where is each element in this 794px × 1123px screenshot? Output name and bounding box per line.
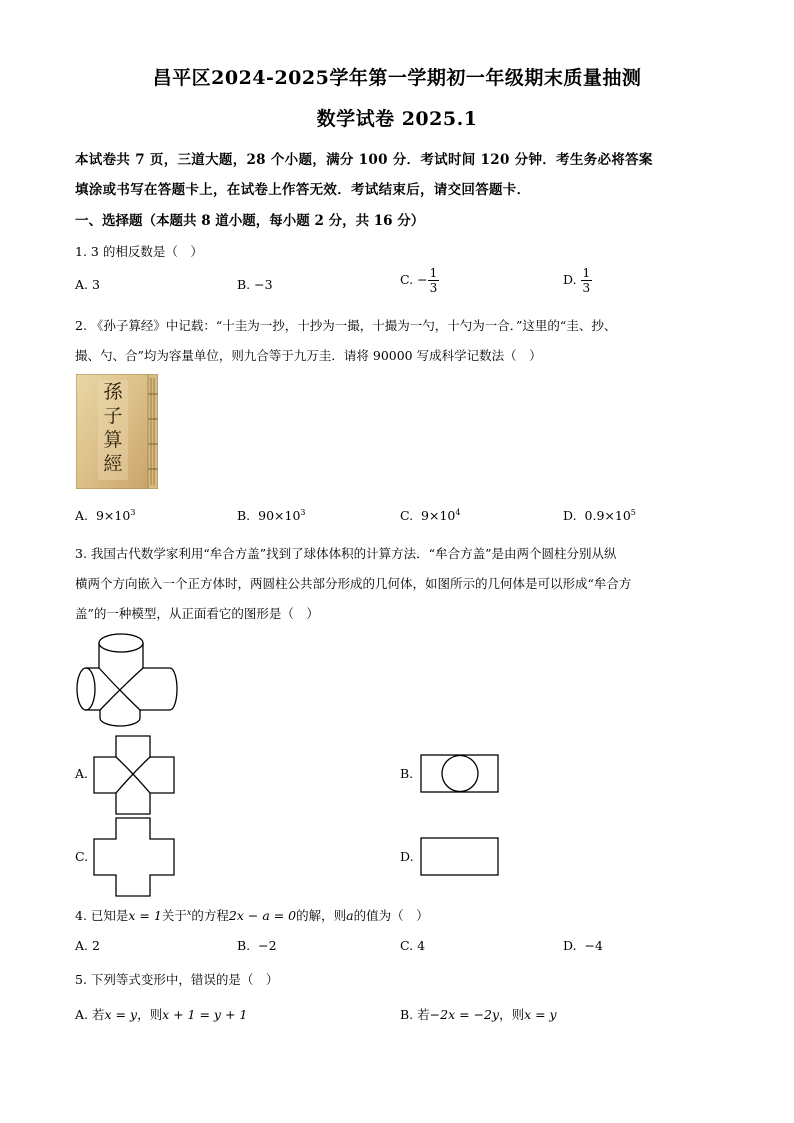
- question-2-line-1: 2. 《孙子算经》中记载：“十圭为一抄，十抄为一撮，十撮为一勺，十勺为一合．”这里的“圭、抄、: [75, 318, 617, 333]
- option-text: 若: [92, 1007, 105, 1022]
- question-2-line-2: 撮、勺、合”均为容量单位，则九合等于九万圭．请将 90000 写成科学记数法（ ）: [75, 348, 542, 363]
- question-5-stem: 5. 下列等式变形中，错误的是（ ）: [75, 972, 279, 987]
- q5-option-a: [75, 1005, 247, 1023]
- equation: x = 1: [128, 908, 162, 923]
- q3-option-a-shape: [92, 735, 176, 815]
- option-label: A.: [75, 508, 89, 524]
- option-base: 90×10: [258, 508, 301, 524]
- option-exponent: 5: [630, 508, 636, 517]
- intersecting-cylinders-figure: [74, 630, 180, 730]
- option-label: D.: [563, 272, 577, 287]
- equation: −2x = −2y: [429, 1007, 500, 1022]
- equation: x = y: [104, 1007, 138, 1022]
- option-text: 若: [417, 1007, 430, 1022]
- numerator: 1: [582, 266, 591, 280]
- equation: 2x − a = 0: [228, 908, 297, 923]
- variable: a: [346, 908, 354, 923]
- option-label: B.: [237, 508, 251, 524]
- q3-option-a-label: A.: [75, 766, 89, 781]
- option-label: B.: [237, 938, 251, 953]
- option-text: ，则: [137, 1007, 163, 1022]
- denominator: 3: [582, 281, 591, 295]
- intro-line-1: 本试卷共 7 页，三道大题，28 个小题，满分 100 分．考试时间 120 分钟．考生务必将答案: [75, 152, 653, 168]
- option-label: B.: [400, 1007, 414, 1022]
- q2-option-c: [400, 508, 460, 523]
- q2-option-d: [563, 508, 636, 523]
- fraction: [581, 267, 593, 294]
- q3-option-c-label: C.: [75, 849, 89, 864]
- question-3-line-1: 3. 我国古代数学家利用“牟合方盖”找到了球体体积的计算方法．“牟合方盖”是由两个圆柱分别从纵: [75, 546, 617, 561]
- option-exponent: 4: [455, 508, 461, 517]
- minus-sign: −: [417, 272, 428, 287]
- question-4-stem: [75, 906, 429, 924]
- option-base: 9×10: [421, 508, 456, 524]
- stem-text: 4. 已知是: [75, 908, 129, 923]
- exam-subtitle: 数学试卷 2025.1: [316, 108, 478, 130]
- option-label: B.: [237, 277, 251, 292]
- option-label: A.: [75, 1007, 89, 1022]
- option-value: 4: [417, 938, 426, 953]
- stem-text: 的值为（ ）: [353, 908, 429, 923]
- option-label: D.: [563, 508, 577, 524]
- q5-option-b: [400, 1005, 557, 1023]
- fraction: [428, 267, 440, 294]
- numerator: 1: [429, 266, 438, 280]
- option-value: −2: [258, 938, 277, 953]
- option-label: D.: [563, 938, 577, 953]
- exam-title: 昌平区2024-2025学年第一学期初一年级期末质量抽测: [152, 67, 642, 89]
- variable: x: [186, 907, 192, 917]
- option-value: −4: [584, 938, 603, 953]
- section-heading: 一、选择题（本题共 8 道小题，每小题 2 分，共 16 分）: [75, 213, 425, 229]
- q4-option-a: [75, 938, 100, 953]
- q3-option-c-shape: [92, 817, 176, 897]
- option-value: −3: [254, 277, 273, 292]
- option-label: A.: [75, 277, 89, 292]
- option-exponent: 3: [300, 508, 306, 517]
- option-value: 2: [92, 938, 100, 953]
- q3-option-b-label: B.: [400, 766, 414, 781]
- denominator: 3: [429, 281, 438, 295]
- option-text: ，则: [499, 1007, 525, 1022]
- q2-option-a: [75, 508, 135, 523]
- equation: x = y: [524, 1007, 557, 1022]
- q3-option-d-label: D.: [400, 849, 414, 864]
- q1-option-a: [75, 277, 100, 292]
- stem-text: 的方程: [191, 908, 229, 923]
- stem-text: 的解，则: [296, 908, 347, 923]
- stem-text: 关于: [161, 908, 187, 923]
- option-label: C.: [400, 272, 414, 287]
- q1-option-d: [563, 267, 592, 294]
- question-3-line-2: 横两个方向嵌入一个正方体时，两圆柱公共部分形成的几何体，如图所示的几何体是可以形成“牟合方: [75, 576, 632, 591]
- option-label: C.: [400, 938, 414, 953]
- q1-option-b: [237, 277, 273, 292]
- q4-option-b: [237, 938, 277, 953]
- equation: x + 1 = y + 1: [162, 1007, 248, 1022]
- option-label: C.: [400, 508, 414, 524]
- q4-option-d: [563, 938, 603, 953]
- option-base: 0.9×10: [584, 508, 631, 524]
- intro-line-2: 填涂或书写在答题卡上，在试卷上作答无效．考试结束后，请交回答题卡．: [75, 182, 531, 198]
- option-value: 3: [92, 277, 100, 292]
- q3-option-b-shape: [420, 754, 500, 794]
- q1-option-c: [400, 267, 439, 294]
- book-title-text: 孫子算經: [103, 381, 123, 475]
- q4-option-c: [400, 938, 425, 953]
- question-3-line-3: 盖”的一种模型，从正面看它的图形是（ ）: [75, 606, 319, 621]
- option-base: 9×10: [95, 508, 131, 524]
- option-exponent: 3: [130, 508, 136, 517]
- sunzi-suanjing-book-image: [76, 374, 158, 489]
- q2-option-b: [237, 508, 306, 523]
- question-1-stem: 1. 3 的相反数是（ ）: [75, 244, 203, 259]
- option-label: A.: [75, 938, 89, 953]
- q3-option-d-shape: [420, 837, 500, 877]
